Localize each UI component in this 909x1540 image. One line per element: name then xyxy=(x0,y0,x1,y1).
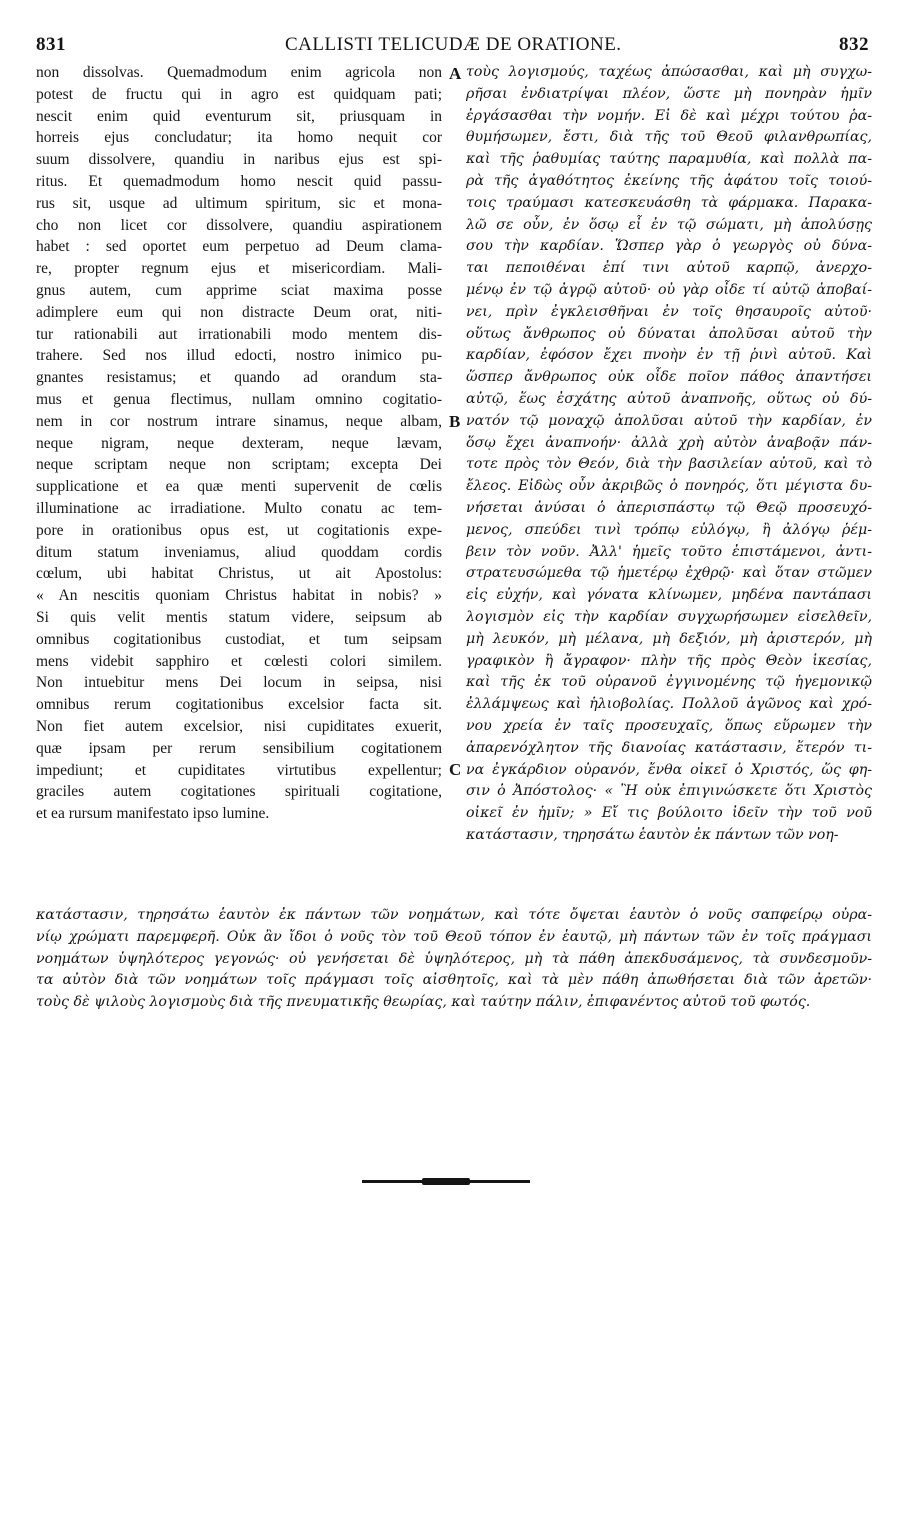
greek-text-line: σου τὴν καρδίαν. Ὥσπερ γὰρ ὁ γεωργὸς οὐ δύνα- xyxy=(466,238,872,255)
greek-text-line: ρὰ τῆς ἀγαθότητος ἐκείνης τῆς ἀφάτου τοῖς τοιού- xyxy=(466,172,872,189)
latin-text-line: neque scriptam neque non scriptam; excepta Dei xyxy=(36,456,442,474)
greek-text-line: νήσεται ἀνύσαι ὁ ἀπερισπάστῳ τῷ Θεῷ προσευχό- xyxy=(466,499,872,516)
greek-text-line: ρῆσαι ἐνδιατρίψαι πλέον, ὥστε μὴ πονηρὰν ἡμῖν xyxy=(466,85,872,102)
latin-text-line: neque nigram, neque dexteram, neque lævam, xyxy=(36,434,442,452)
latin-text-line: gnus autem, cum apprime sciat maxima posse xyxy=(36,281,442,299)
greek-text-line: μενος, σπεύδει τινὶ τρόπῳ εὐλόγῳ, ἢ ἀλόγῳ ῥέμ- xyxy=(466,521,872,538)
greek-text-line: καρδίαν, ἐφόσον ἔχει πνοὴν ἐν τῇ ῥινὶ αὐτοῦ. Καὶ xyxy=(466,347,872,364)
latin-column xyxy=(36,62,442,825)
latin-text-line: Si quis velit mentis statum videre, seipsum ab xyxy=(36,608,442,626)
latin-text-line: tur rationabili aut irrationabili modo mentem dis- xyxy=(36,325,442,343)
greek-text-line: να ἐγκάρδιον οὐρανόν, ἔνθα οἰκεῖ ὁ Χριστός, ὥς φη- xyxy=(466,761,872,778)
greek-text-line: νατόν τῷ μοναχῷ ἀπολῦσαι αὐτοῦ τὴν καρδίαν, ἐν xyxy=(466,412,872,429)
latin-text-line: cho non licet cor dissolvere, quandiu aspirationem xyxy=(36,216,442,234)
full-width-text-line: νίῳ χρώματι παρεμφερῆ. Οὐκ ἂν ἴδοι ὁ νοῦς τὸν τοῦ Θεοῦ τόπον ἐν ἑαυτῷ, μὴ πάντων τῶν ἐν τοῖς πράγμασι xyxy=(36,928,872,945)
latin-text-line: rus sit, usque ad ultimum spiritum, sic et mona- xyxy=(36,194,442,212)
section-marker-b: B xyxy=(449,412,461,431)
latin-text-line: quæ ipsam per rerum sensibilium cogitationem xyxy=(36,739,442,757)
latin-text-line: graciles autem cogitationes spirituali cogitatione, xyxy=(36,783,442,801)
latin-text-line: gnantes resistamus; et quando ad orandum sta- xyxy=(36,369,442,387)
full-width-text-line: κατάστασιν, τηρησάτω ἑαυτὸν ἐκ πάντων τῶν νοημάτων, καὶ τότε ὄψεται ἑαυτὸν ὁ νοῦς σαπφείρῳ οὐρα- xyxy=(36,907,872,923)
greek-text-line: λογισμὸν εἰς τὴν καρδίαν συγχωρήσωμεν εἰσελθεῖν, xyxy=(466,608,872,625)
latin-text-line: re, propter regnum ejus et misericordiam. Mali- xyxy=(36,260,442,278)
greek-text-line: σιν ὁ Ἀπόστολος· « Ἢ οὐκ ἐπιγινώσκετε ὅτι Χριστὸς xyxy=(466,783,872,800)
latin-text-line: supplicatione et ea quæ menti supervenit de cœlis xyxy=(36,478,442,496)
latin-text-line: mens videbit sapphiro et cœlesti colori similem. xyxy=(36,652,442,670)
running-title: CALLISTI TELICUDÆ DE ORATIONE. xyxy=(285,34,622,55)
latin-text-line: et ea rursum manifestato ipso lumine. xyxy=(36,805,270,823)
greek-text-line: τοις τραύμασι κατεσκευάσθη τὰ φάρμακα. Παρακα- xyxy=(466,194,872,211)
greek-text-line: στρατευσώμεθα τῷ ἡμετέρῳ ἐχθρῷ· καὶ ὅταν στῶμεν xyxy=(466,565,872,582)
latin-text-line: cœlum, ubi habitat Christus, ut ait Apostolus: xyxy=(36,565,442,583)
left-page-number: 831 xyxy=(36,34,66,55)
greek-text-line: νου χρεία ἐν ταῖς προσευχαῖς, ὅπως εὕρωμεν τὴν xyxy=(466,717,872,734)
greek-text-line: αὐτῷ, ἕως ἐσχάτης αὐτοῦ ἀναπνοῆς, οὕτως οὐ δύ- xyxy=(466,390,872,407)
greek-text-line: οἰκεῖ ἐν ἡμῖν; » Εἴ τις βούλοιτο ἰδεῖν τὴν τοῦ νοῦ xyxy=(466,805,872,822)
greek-text-line: καὶ τῆς ἐκ τοῦ οὐρανοῦ ἐγγινομένης τῷ ἡγεμονικῷ xyxy=(466,674,872,691)
latin-text-line: ditum statum inveniamus, aliud quoddam cordis xyxy=(36,543,442,561)
greek-text-line: θυμήσωμεν, ἔστι, διὰ τῆς τοῦ Θεοῦ φιλανθρωπίας, xyxy=(466,129,872,146)
greek-text-line: ἐλλάμψεως καὶ ἡλιοβολίας. Πολλοῦ ἀγῶνος καὶ χρό- xyxy=(466,696,872,713)
greek-text-line: τοὺς λογισμούς, ταχέως ἀπώσασθαι, καὶ μὴ συγχω- xyxy=(466,64,872,80)
greek-text-line: μὴ λευκόν, μὴ μέλανα, μὴ δεξιόν, μὴ ἀριστερόν, μὴ xyxy=(466,630,872,647)
greek-text-line: οὕτως ἄνθρωπος οὐ δύναται ἀπολῦσαι αὐτοῦ τὴν xyxy=(466,325,872,342)
latin-text-line: « An nescitis quoniam Christus habitat in nobis? » xyxy=(36,587,442,605)
greek-text-line: τοτε πρὸς τὸν Θεόν, διὰ τὴν βασιλείαν αὐτοῦ, καὶ τὸ xyxy=(466,456,872,473)
greek-text-line: καὶ τῆς ῥαθυμίας ταύτης παραμυθία, καὶ πολλὰ πα- xyxy=(466,151,872,168)
full-width-text-line: νοημάτων ὑψηλότερος γεγονώς· οὐ γενήσεται δὲ ὑψηλότερος, μὴ τὰ πάθη ἀπεκδυσάμενος, τὰ συνδεσμοῦν- xyxy=(36,950,872,967)
latin-text-line: ritus. Et quemadmodum homo nescit quid passu- xyxy=(36,172,442,190)
greek-text-line: γραφικὸν ἢ ἄγραφον· πλὴν τῆς πρὸς Θεὸν ἱκεσίας, xyxy=(466,652,872,669)
section-marker-c: C xyxy=(449,760,462,779)
greek-text-line: ὥσπερ ἄνθρωπος οὐκ οἶδε ποῖον πάθος ἀπαντήσει xyxy=(466,369,872,386)
greek-text-line: ὅσῳ ἔχει ἀναπνοήν· ἀλλὰ χρὴ αὐτὸν ἀναβοᾷν πάν- xyxy=(466,434,872,451)
latin-text-line: non dissolvas. Quemadmodum enim agricola non xyxy=(36,64,442,81)
right-page-number: 832 xyxy=(839,34,869,55)
latin-text-line: mus et genua flectimus, nullam omnino cogitatio- xyxy=(36,390,442,408)
greek-text-line: ται πεποιθέναι ἐπί τινι αὐτοῦ καρπῷ, ἀνερχο- xyxy=(466,260,872,277)
greek-text-line: ἀπαρενόχλητον τῆς διανοίας κατάστασιν, ἕτερόν τι- xyxy=(466,739,872,756)
greek-column xyxy=(466,62,872,847)
greek-text-line: νει, πρὶν ἐγκλεισθῆναι ἐν τοῖς θησαυροῖς αὐτοῦ· xyxy=(466,303,872,320)
latin-text-line: nem in cor nostrum intrare sinamus, neque albam, xyxy=(36,412,442,430)
latin-text-line: habet : sed oportet eum perpetuo ad Deum clama- xyxy=(36,238,442,256)
latin-text-line: omnibus cogitationibus custodiat, et tum seipsam xyxy=(36,630,442,648)
greek-text-line: βειν τὸν νοῦν. Ἀλλ' ἡμεῖς τοῦτο ἐπιστάμενοι, ἀντι- xyxy=(466,543,872,560)
latin-text-line: Non fiet autem excelsior, nisi cupiditates exuerit, xyxy=(36,717,442,735)
latin-text-line: horreis ejus concludatur; ita homo nequit cor xyxy=(36,129,442,147)
latin-text-line: illuminatione ac irradiatione. Multo conatu ac tem- xyxy=(36,499,442,517)
latin-text-line: impediunt; et cupiditates virtutibus expellentur; xyxy=(36,761,442,779)
latin-text-line: omnibus rerum cogitationibus excelsior facta sit. xyxy=(36,696,442,714)
full-width-text-line: τα αὐτὸν διὰ τῶν νοημάτων τοῖς πράγμασι τοῖς αἰσθητοῖς, καὶ τὰ μὲν πάθη ἀπωθήσεται διὰ τῶν ἀρετῶν· xyxy=(36,972,872,989)
latin-text-line: adimplere eum qui non distracte Deum orat, niti- xyxy=(36,303,442,321)
latin-text-line: suum dissolvere, quandiu in naribus ejus est spi- xyxy=(36,151,442,169)
latin-text-line: nescit enim quid eventurum sit, priusquam in xyxy=(36,107,442,125)
greek-text-line: ἐργάσασθαι τὴν νομήν. Εἰ δὲ καὶ μέχρι τούτου ῥα- xyxy=(466,107,872,124)
full-width-text-line: τοὺς δὲ ψιλοὺς λογισμοὺς διὰ τῆς πνευματικῆς θεωρίας, καὶ ταύτην πάλιν, ἐπιφανέντος αὐτοῦ τοῦ φωτός. xyxy=(36,994,811,1011)
full-width-greek-paragraph xyxy=(36,905,872,1014)
end-ornament-rule xyxy=(362,1180,530,1183)
greek-text-line: κατάστασιν, τηρησάτω ἑαυτὸν ἐκ πάντων τῶν νοη- xyxy=(466,826,839,843)
section-marker-a: A xyxy=(449,64,462,83)
latin-text-line: potest de fructu qui in agro est quidquam pati; xyxy=(36,85,442,103)
latin-text-line: pore in orationibus opus est, ut cogitationis expe- xyxy=(36,521,442,539)
greek-text-line: λῶ σε οὖν, ἐν ὅσῳ εἶ ἐν τῷ σώματι, μὴ ἀπολύσῃς xyxy=(466,216,872,233)
latin-text-line: Non intuebitur mens Dei locum in seipsa, nisi xyxy=(36,674,442,692)
greek-text-line: εἰς εὐχήν, καὶ γόνατα κλίνωμεν, μηδένα παντάπασι xyxy=(466,587,872,604)
greek-text-line: ἔλεος. Εἰδὼς οὖν ἀκριβῶς ὁ πονηρός, ὅτι μέγιστα δυ- xyxy=(466,478,872,495)
greek-text-line: μένῳ ἐν τῷ ἀγρῷ αὐτοῦ· οὐ γὰρ οἶδε τί αὐτῷ ἀποβαί- xyxy=(466,281,872,298)
latin-text-line: trahere. Sed nos illud edocti, nostro inimico pu- xyxy=(36,347,442,365)
